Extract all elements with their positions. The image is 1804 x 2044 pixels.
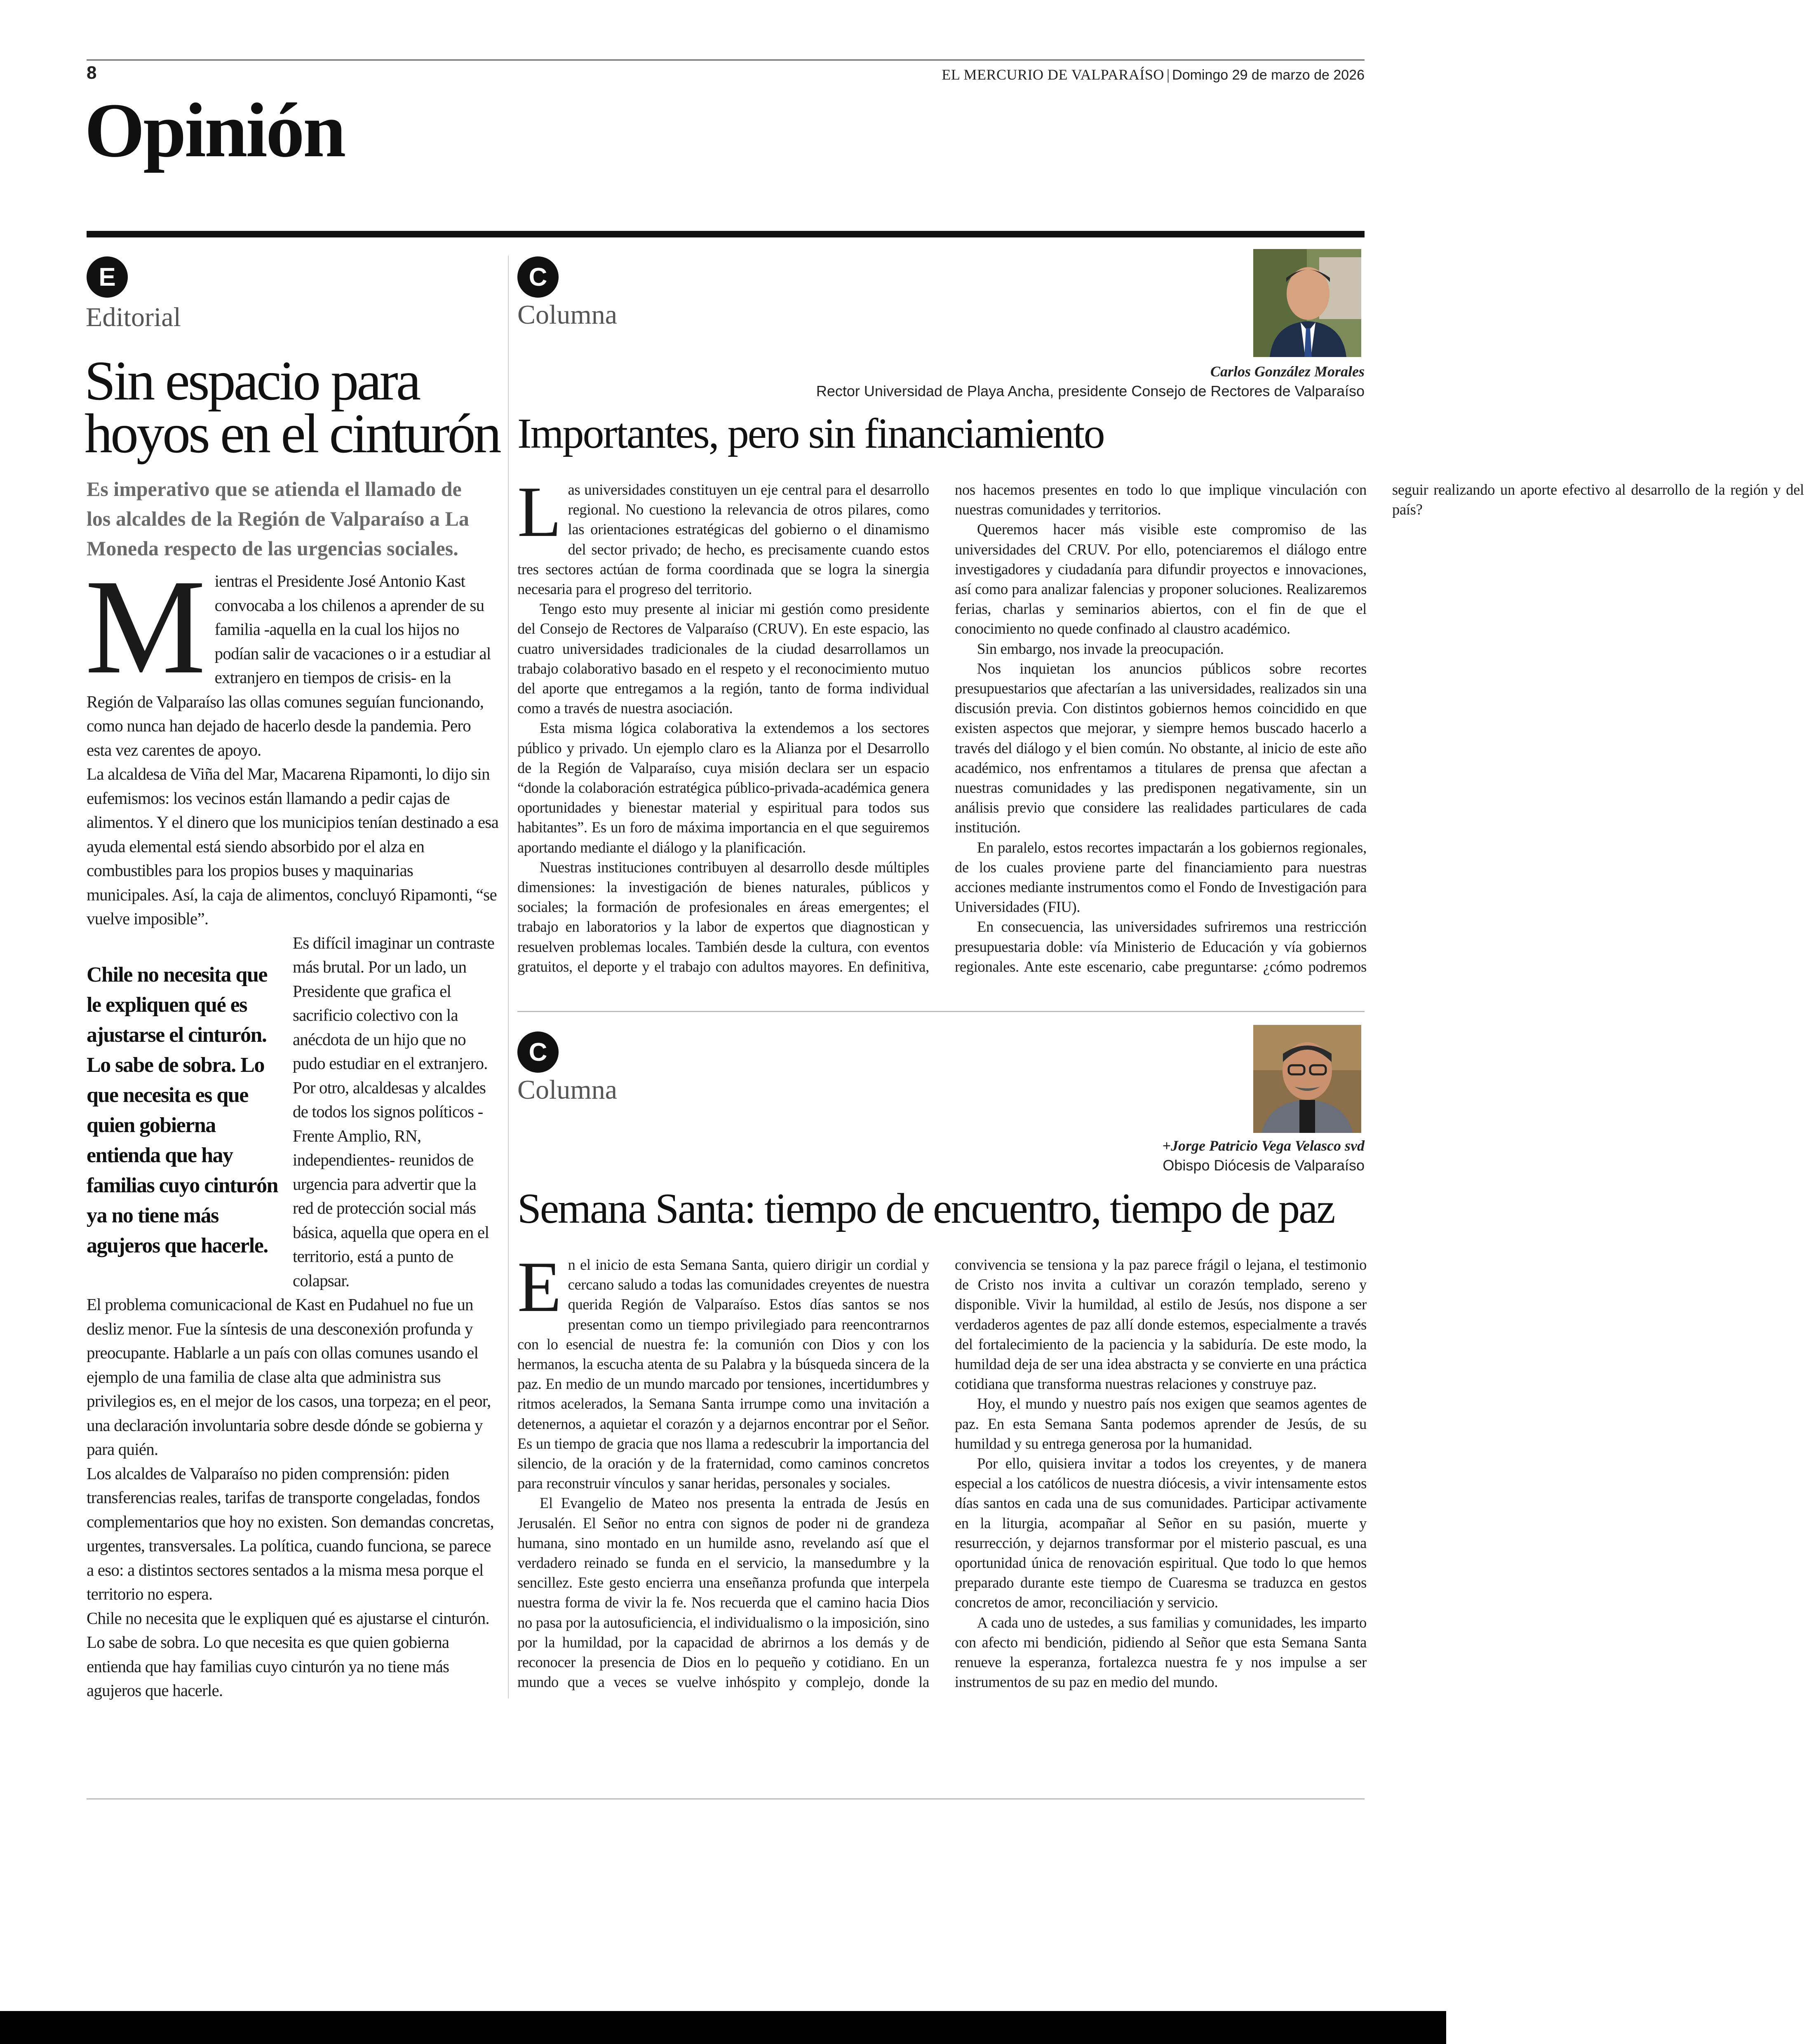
- author-photo-vega: [1253, 1025, 1361, 1133]
- column1-paragraph: Sin embargo, nos invade la preocupación.: [977, 640, 1224, 657]
- bottom-bar: [0, 2011, 1446, 2044]
- editorial-kicker: Editorial: [86, 302, 181, 332]
- column1-paragraph: Nuestras instituciones contribuyen al desarrollo desde múltiples dimensiones: la investigación de bienes naturales, públicos y sociales; la formación de profesionales en áreas emergentes; el trabajo en laboratorios y la labor de expertos que diagnostican y resuelven problemas locales. También desde la cultura, con eventos gratuitos, el deporte y el trabajo con adultos mayores. En definitiva, nos hacemos presentes en todo lo que implique vinculación con nuestras comunidades y territorios.: [517, 481, 1367, 975]
- editorial-paragraph: Los alcaldes de Valparaíso no piden comprensión: piden transferencias reales, tarifas de transporte congeladas, fondos complementarios que hoy no existen. Son demandas concretas, urgentes, transversales. La política, cuando funciona, se parece a eso: a distintos sectores sentados a la misma mesa porque el territorio no espera.: [87, 1464, 494, 1603]
- column2-paragraph: El Evangelio de Mateo nos presenta la entrada de Jesús en Jerusalén. El Señor no entra con signos de poder ni de grandeza humana, sino montado en un humilde asno, revelando así que el verdadero reinado se funda en el servicio, la mansedumbre y la sencillez. Este gesto encierra una enseñanza profunda que interpela nuestra forma de vivir la fe. Nos recuerda que el camino hacia Dios no pasa por la autosuficiencia, el individualismo o la imposición, sino por la humildad, por la capacidad de abrirnos a los demás y de reconocer la presencia de Dios en lo pequeño y cotidiano. En un mundo que a veces se vuelve inhóspito y complejo, donde la convivencia se tensiona y la paz parece frágil o lejana, el testimonio de Cristo nos invita a cultivar un corazón templado, sereno y disponible. Vivir la humildad, al estilo de Jesús, nos dispone a ser verdaderos agentes de paz allí donde estemos, especialmente a través del fortalecimiento de la paciencia y la sabiduría. De este modo, la humildad deja de ser una idea abstracta y se convierte en una práctica cotidiana que transforma nuestras relaciones y construye paz.: [517, 1256, 1367, 1691]
- editorial-deck: Es imperativo que se atienda el llamado de los alcaldes de la Región de Valparaíso a La Moneda respecto de las urgencias sociales.: [87, 477, 469, 560]
- editorial-paragraph: Chile no necesita que le expliquen qué es ajustarse el cinturón. Lo sabe de sobra. Lo que necesita es que quien gobierna entienda que hay familias cuyo cinturón ya no tiene más agujeros que hacerle.: [87, 1608, 489, 1700]
- column-separator: [517, 1011, 1365, 1012]
- editorial-dropcap: M: [85, 552, 206, 702]
- column2-dropcap: E: [517, 1247, 561, 1327]
- editorial-text: ientras el Presidente José Antonio Kast convocaba a los chilenos a aprender de su familia -aquella en la cual los hijos no podían salir de vacaciones o ir a estudiar al extranjero en tiempos de crisis- en la Región de Valparaíso las ollas comunes seguían funcionando, como nunca han dejado de hacerlo desde la pandemia. Pero esta vez carentes de apoyo.: [87, 571, 491, 759]
- column2-paragraph: A cada uno de ustedes, a sus familias y comunidades, les imparto con afecto mi bendición, pidiendo al Señor que esta Semana Santa renueve la esperanza, fortalezca nuestra fe y nos impulse a ser instrumentos de su paz en medio del mundo.: [955, 1614, 1367, 1691]
- column1-paragraph: Esta misma lógica colaborativa la extendemos a los sectores público y privado. Un ejemplo claro es la Alianza por el Desarrollo de la Región de Valparaíso, cuya misión declara ser un espacio “donde la colaboración estratégica público-privada-académica genera oportunidades y bienestar material y espiritual para todos sus habitantes”. Es un foro de máxima importancia en el que seguiremos aportando mediante el diálogo y la planificación.: [517, 719, 929, 856]
- column1-author-role: Rector Universidad de Playa Ancha, presidente Consejo de Rectores de Valparaíso: [816, 383, 1365, 399]
- column1-body: [517, 472, 1804, 1003]
- column2-paragraph: [517, 1247, 929, 1493]
- masthead: [942, 66, 1365, 83]
- column1-badge: C: [517, 256, 559, 298]
- section-title: Opinión: [85, 87, 345, 173]
- editorial-paragraph: [85, 552, 499, 762]
- editorial-paragraph: El problema comunicacional de Kast en Pudahuel no fue un desliz menor. Fue la síntesis de una desconexión profunda y preocupante. Hablarle a un país con ollas comunes usando el ejemplo de una familia de clase alta que administra sus privilegios es, en el mejor de los casos, una torpeza; en el peor, una declaración involuntaria sobre desde dónde se gobierna y para quién.: [87, 1295, 491, 1459]
- column1-paragraph: Nos inquietan los anuncios públicos sobre recortes presupuestarios que afectarían a las universidades, realizados sin una discusión previa. Con distintos gobiernos hemos coincidido en que existen aspectos que mejorar, y siempre hemos buscado hacerlo a través del diálogo y el bien común. No obstante, al inicio de este año académico, nos enfrentamos a titulares de prensa que afectan a nuestras comunidades y las predisponen negativamente, sin un análisis previo que considere las realidades particulares de cada institución.: [955, 660, 1367, 836]
- header-rule: [87, 59, 1365, 61]
- column1-dropcap: L: [517, 472, 561, 552]
- column2-headline: Semana Santa: tiempo de encuentro, tiempo de paz: [517, 1185, 1334, 1232]
- column1-author: Carlos González Morales: [1210, 363, 1365, 380]
- column2-badge: C: [517, 1031, 559, 1073]
- column1-paragraph: Queremos hacer más visible este compromiso de las universidades del CRUV. Por ello, potenciaremos el diálogo entre investigadores y ciudadanía para difundir proyectos e innovaciones, así como para analizar falencias y proponer soluciones. Realizaremos ferias, charlas y seminarios abiertos, con el fin de que el conocimiento no quede confinado al claustro académico.: [955, 521, 1367, 637]
- column1-kicker: Columna: [517, 300, 617, 330]
- column1-headline: Importantes, pero sin financiamiento: [517, 410, 1104, 457]
- column2-paragraph: Por ello, quisiera invitar a todos los creyentes, y de manera especial a los católicos de nuestra diócesis, a vivir intensamente estos días santos en cada una de sus comunidades. Participar activamente en la liturgia, acompañar al Señor en su pasión, muerte y resurrección, y dejarnos transformar por el misterio pascual, es una oportunidad única de renovación espiritual. Que todo lo que hemos preparado durante este tiempo de Cuaresma se traduzca en gestos concretos de amor, reconciliación y servicio.: [955, 1455, 1367, 1611]
- portrait-icon: [1253, 1025, 1361, 1133]
- column2-body: [517, 1247, 1367, 1700]
- editorial-body: [85, 552, 499, 1703]
- editorial-badge: E: [87, 256, 128, 298]
- newspaper-name: EL MERCURIO DE VALPARAÍSO: [942, 66, 1164, 83]
- column-divider: [508, 256, 509, 1699]
- editorial-pull-quote: Chile no necesita que le expliquen qué es ajustarse el cinturón. Lo sabe de sobra. Lo que necesita es que quien gobierna entienda que hay familias cuyo cinturón ya no tiene más agujeros que hacerle.: [87, 963, 278, 1257]
- column2-author: +Jorge Patricio Vega Velasco svd: [1162, 1137, 1365, 1154]
- editorial-headline: Sin espacio para hoyos en el cinturón: [85, 350, 500, 465]
- footer-rule: [87, 1798, 1365, 1800]
- column1-paragraph: En consecuencia, las universidades sufriremos una restricción presupuestaria doble: vía Ministerio de Educación y vía gobiernos regionales. Ante este escenario, cabe preguntarse: ¿cómo podremos seguir realizando un aporte efectivo al desarrollo de la región y del país?: [955, 481, 1804, 975]
- column1-paragraph: [517, 472, 929, 599]
- column2-author-role: Obispo Diócesis de Valparaíso: [1163, 1157, 1365, 1174]
- section-rule: [87, 231, 1365, 237]
- masthead-separator: |: [1166, 66, 1170, 83]
- column1-paragraph: En paralelo, estos recortes impactarán a los gobiernos regionales, de los cuales proviene parte del financiamiento para nuestras acciones mediante instrumentos como el Fondo de Investigación para Universidades (FIU).: [955, 839, 1367, 916]
- column2-paragraph: Hoy, el mundo y nuestro país nos exigen que seamos agentes de paz. En esta Semana Santa podemos aprender de Jesús, de su humildad y su entrega generosa por la humanidad.: [955, 1395, 1367, 1452]
- portrait-icon: [1253, 249, 1361, 357]
- editorial-paragraph: Es difícil imaginar un contraste más brutal. Por un lado, un Presidente que grafica el sacrificio colectivo con la anécdota de un hijo que no pudo estudiar en el extranjero. Por otro, alcaldesas y alcaldes de todos los signos políticos -Frente Amplio, RN, independientes- reunidos de urgencia para advertir que la red de protección social más básica, aquella que opera en el territorio, está a punto de colapsar.: [293, 933, 495, 1290]
- page-number: 8: [87, 63, 97, 83]
- column1-text: as universidades constituyen un eje central para el desarrollo regional. No cuestiono la relevancia de otros pilares, como las orientaciones estratégicas del gobierno o el dinamismo del sector privado; de hecho, es precisamente cuando estos tres sectores actúan de forma coordinada que se logra la sinergia necesaria para el progreso del territorio.: [517, 481, 929, 598]
- column2-kicker: Columna: [517, 1075, 617, 1105]
- author-photo-gonzalez: [1253, 249, 1361, 357]
- issue-date: Domingo 29 de marzo de 2026: [1172, 67, 1365, 83]
- column2-text: n el inicio de esta Semana Santa, quiero dirigir un cordial y cercano saludo a todas las comunidades creyentes de nuestra querida Región de Valparaíso. Estos días santos se nos presentan como un tiempo privilegiado para reencontrarnos con lo esencial de nuestra fe: la comunión con Dios y con los hermanos, la escucha atenta de su Palabra y la búsqueda sincera de la paz. En medio de un mundo marcado por tensiones, incertidumbres y ritmos acelerados, la Semana Santa irrumpe como una invitación a detenernos, a aquietar el corazón y a dejarnos encontrar por el Señor. Es un tiempo de gracia que nos llama a redescubrir la importancia del silencio, de la oración y de la fraternidad, como caminos concretos para reconstruir vínculos y sanar heridas, personales y sociales.: [517, 1256, 929, 1492]
- editorial-paragraph: La alcaldesa de Viña del Mar, Macarena Ripamonti, lo dijo sin eufemismos: los vecinos están llamando a pedir cajas de alimentos. Y el dinero que los municipios tenían destinado a esa ayuda elemental está siendo absorbido por el alza en combustibles para los propios buses y maquinarias municipales. Así, la caja de alimentos, concluyó Ripamonti, “se vuelve imposible”.: [87, 764, 498, 928]
- column1-paragraph: Tengo esto muy presente al iniciar mi gestión como presidente del Consejo de Rectores de Valparaíso (CRUV). En este espacio, las cuatro universidades tradicionales de la ciudad desarrollamos un trabajo colaborativo basado en el respeto y el reconocimiento mutuo del aporte que entregamos a la región, tanto de forma individual como a través de nuestra asociación.: [517, 600, 929, 717]
